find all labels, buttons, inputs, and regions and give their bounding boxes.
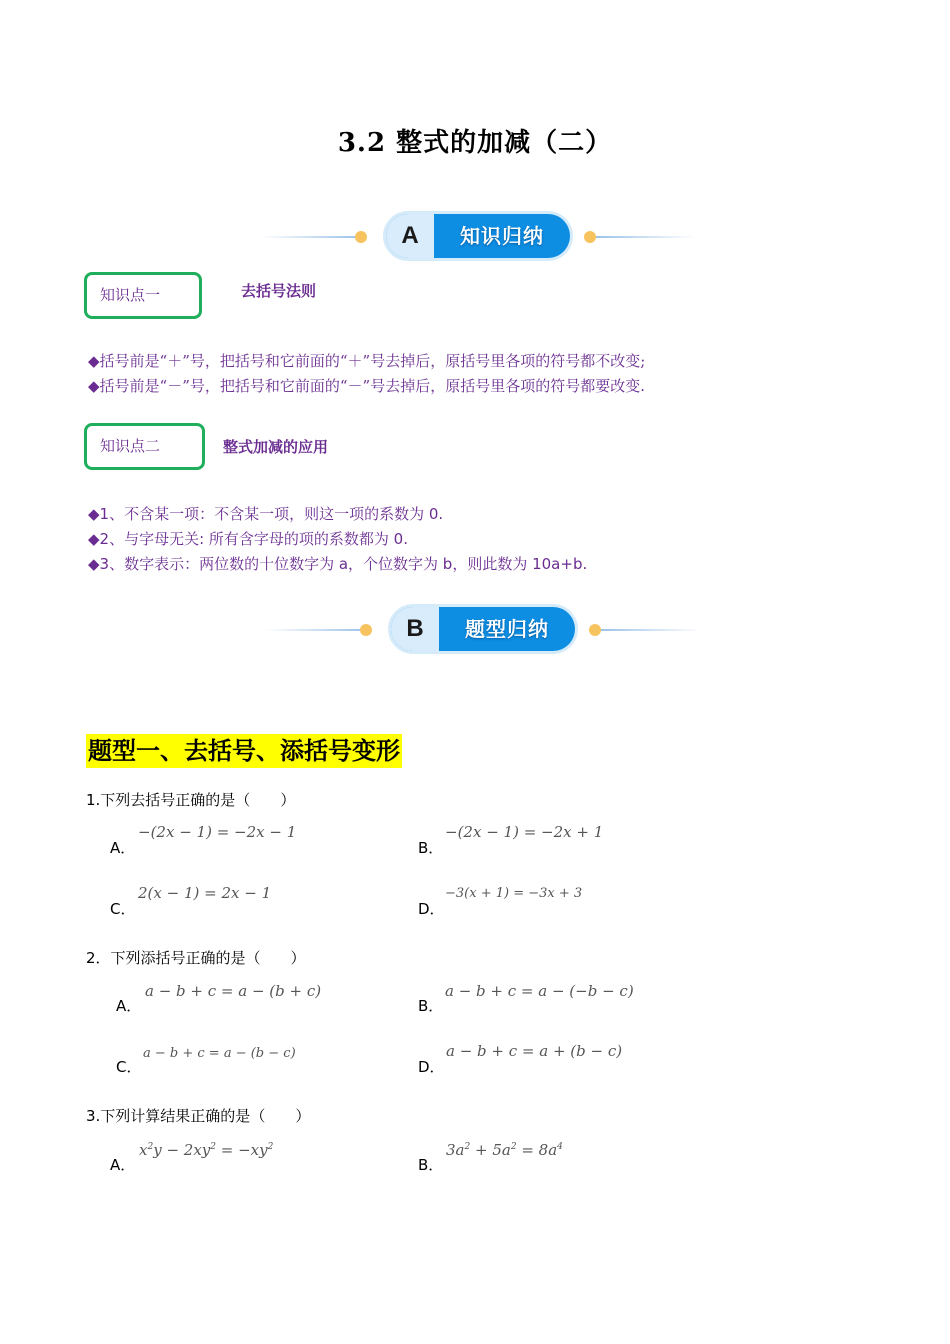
banner-dot-left: [360, 624, 372, 636]
option-expression: a − b + c = a − (b − c): [143, 1046, 296, 1061]
knowledge-point-box-1: 知识点一: [84, 272, 202, 319]
option-label: D．: [418, 900, 445, 918]
option-label: B．: [418, 997, 444, 1015]
page-title: 3.2 整式的加减（二）: [337, 128, 613, 158]
question-stem-1: 1.下列去括号正确的是（ ）: [86, 791, 296, 809]
knowledge-bullet: ◆括号前是“－”号，把括号和它前面的“－”号去掉后，原括号里各项的符号都要改变.: [88, 377, 645, 395]
option-label: A．: [116, 997, 142, 1015]
section-banner-b: [265, 607, 695, 653]
option-expression: 2(x − 1) = 2x − 1: [138, 884, 272, 902]
option-label: B．: [418, 839, 444, 857]
knowledge-bullet: ◆2、与字母无关: 所有含字母的项的系数都为 0.: [88, 530, 408, 548]
knowledge-bullet: ◆3、数字表示：两位数的十位数字为 a，个位数字为 b，则此数为 10a+b.: [88, 555, 588, 573]
knowledge-point-title-2: 整式加减的应用: [223, 438, 329, 456]
option-expression: a − b + c = a − (−b − c): [445, 982, 634, 1000]
banner-dot-right: [584, 231, 596, 243]
option-expression: −3(x + 1) = −3x + 3: [445, 886, 583, 901]
banner-dot-right: [589, 624, 601, 636]
option-expression: −(2x − 1) = −2x − 1: [138, 823, 297, 841]
option-label: A．: [110, 1156, 136, 1174]
section-a-letter: A: [386, 214, 434, 258]
section-b-letter: B: [391, 607, 439, 651]
question-type-heading: 题型一、去括号、添括号变形: [86, 734, 402, 768]
option-label: C．: [116, 1058, 142, 1076]
section-banner-a: [260, 214, 690, 260]
option-expression: $x^2y - 2xy^2 = -xy^2$: [139, 1141, 274, 1159]
knowledge-point-box-2: 知识点二: [84, 423, 205, 470]
section-a-label: 知识归纳: [460, 224, 544, 248]
question-stem-3: 3.下列计算结果正确的是（ ）: [86, 1107, 311, 1125]
question-stem-2: 2．下列添括号正确的是（ ）: [86, 949, 306, 967]
option-label: D．: [418, 1058, 445, 1076]
option-label: A．: [110, 839, 136, 857]
option-expression: a − b + c = a − (b + c): [145, 982, 322, 1000]
option-expression: −(2x − 1) = −2x + 1: [445, 823, 604, 841]
knowledge-point-title-1: 去括号法则: [241, 282, 317, 300]
option-expression: $3a^2 + 5a^2 = 8a^4$: [446, 1141, 563, 1159]
option-expression: a − b + c = a + (b − c): [446, 1042, 623, 1060]
banner-dot-left: [355, 231, 367, 243]
option-label: C．: [110, 900, 136, 918]
section-b-label: 题型归纳: [465, 617, 549, 641]
knowledge-bullet: ◆1、不含某一项：不含某一项，则这一项的系数为 0.: [88, 505, 444, 523]
option-label: B．: [418, 1156, 444, 1174]
knowledge-bullet: ◆括号前是“＋”号，把括号和它前面的“＋”号去掉后，原括号里各项的符号都不改变;: [88, 352, 646, 370]
